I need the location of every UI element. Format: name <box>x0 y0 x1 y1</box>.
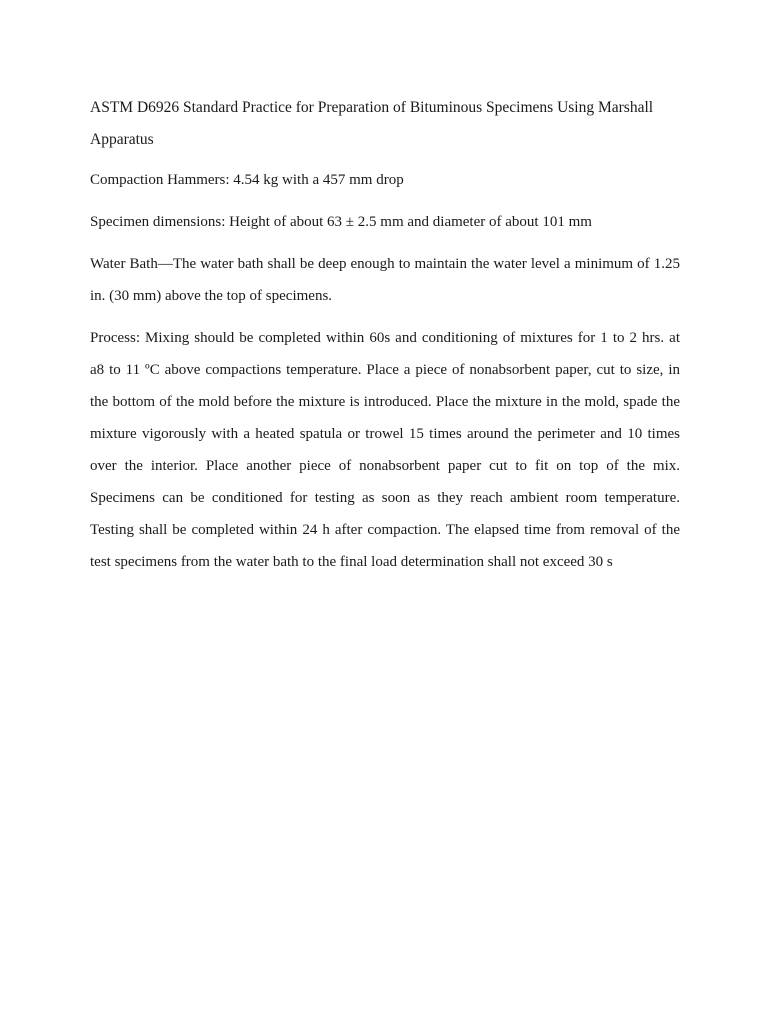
process-line: a8 to 11 ºC above compactions temperature. Place a piece of nonabsorbent paper, cut to size, in <box>90 362 680 378</box>
process-line: Specimens can be conditioned for testing as soon as they reach ambient room temperature. <box>90 490 680 506</box>
process-line: the bottom of the mold before the mixture is introduced. Place the mixture in the mold, spade the <box>90 394 680 410</box>
process-line: mixture vigorously with a heated spatula or trowel 15 times around the perimeter and 10 times <box>90 426 680 442</box>
title-line-2: Apparatus <box>90 131 154 148</box>
process-line: Process: Mixing should be completed within 60s and conditioning of mixtures for 1 to 2 hrs. at <box>90 330 680 346</box>
water-bath-paragraph <box>90 248 680 312</box>
process-line: test specimens from the water bath to the final load determination shall not exceed 30 s <box>90 554 613 570</box>
specimen-dimensions-text: Specimen dimensions: Height of about 63 ± 2.5 mm and diameter of about 101 mm <box>90 214 592 230</box>
water-bath-line-2: in. (30 mm) above the top of specimens. <box>90 288 333 304</box>
title-line-1: ASTM D6926 Standard Practice for Preparation of Bituminous Specimens Using Marshall <box>90 99 654 116</box>
process-line: over the interior. Place another piece of nonabsorbent paper cut to fit on top of the mix. <box>90 458 680 474</box>
process-paragraph <box>90 322 680 578</box>
water-bath-line-1: Water Bath—The water bath shall be deep enough to maintain the water level a minimum of 1.25 <box>90 256 680 272</box>
document-title <box>90 92 680 156</box>
compaction-hammers-text: Compaction Hammers: 4.54 kg with a 457 mm drop <box>90 172 404 188</box>
process-line: Testing shall be completed within 24 h after compaction. The elapsed time from removal of the <box>90 522 680 538</box>
